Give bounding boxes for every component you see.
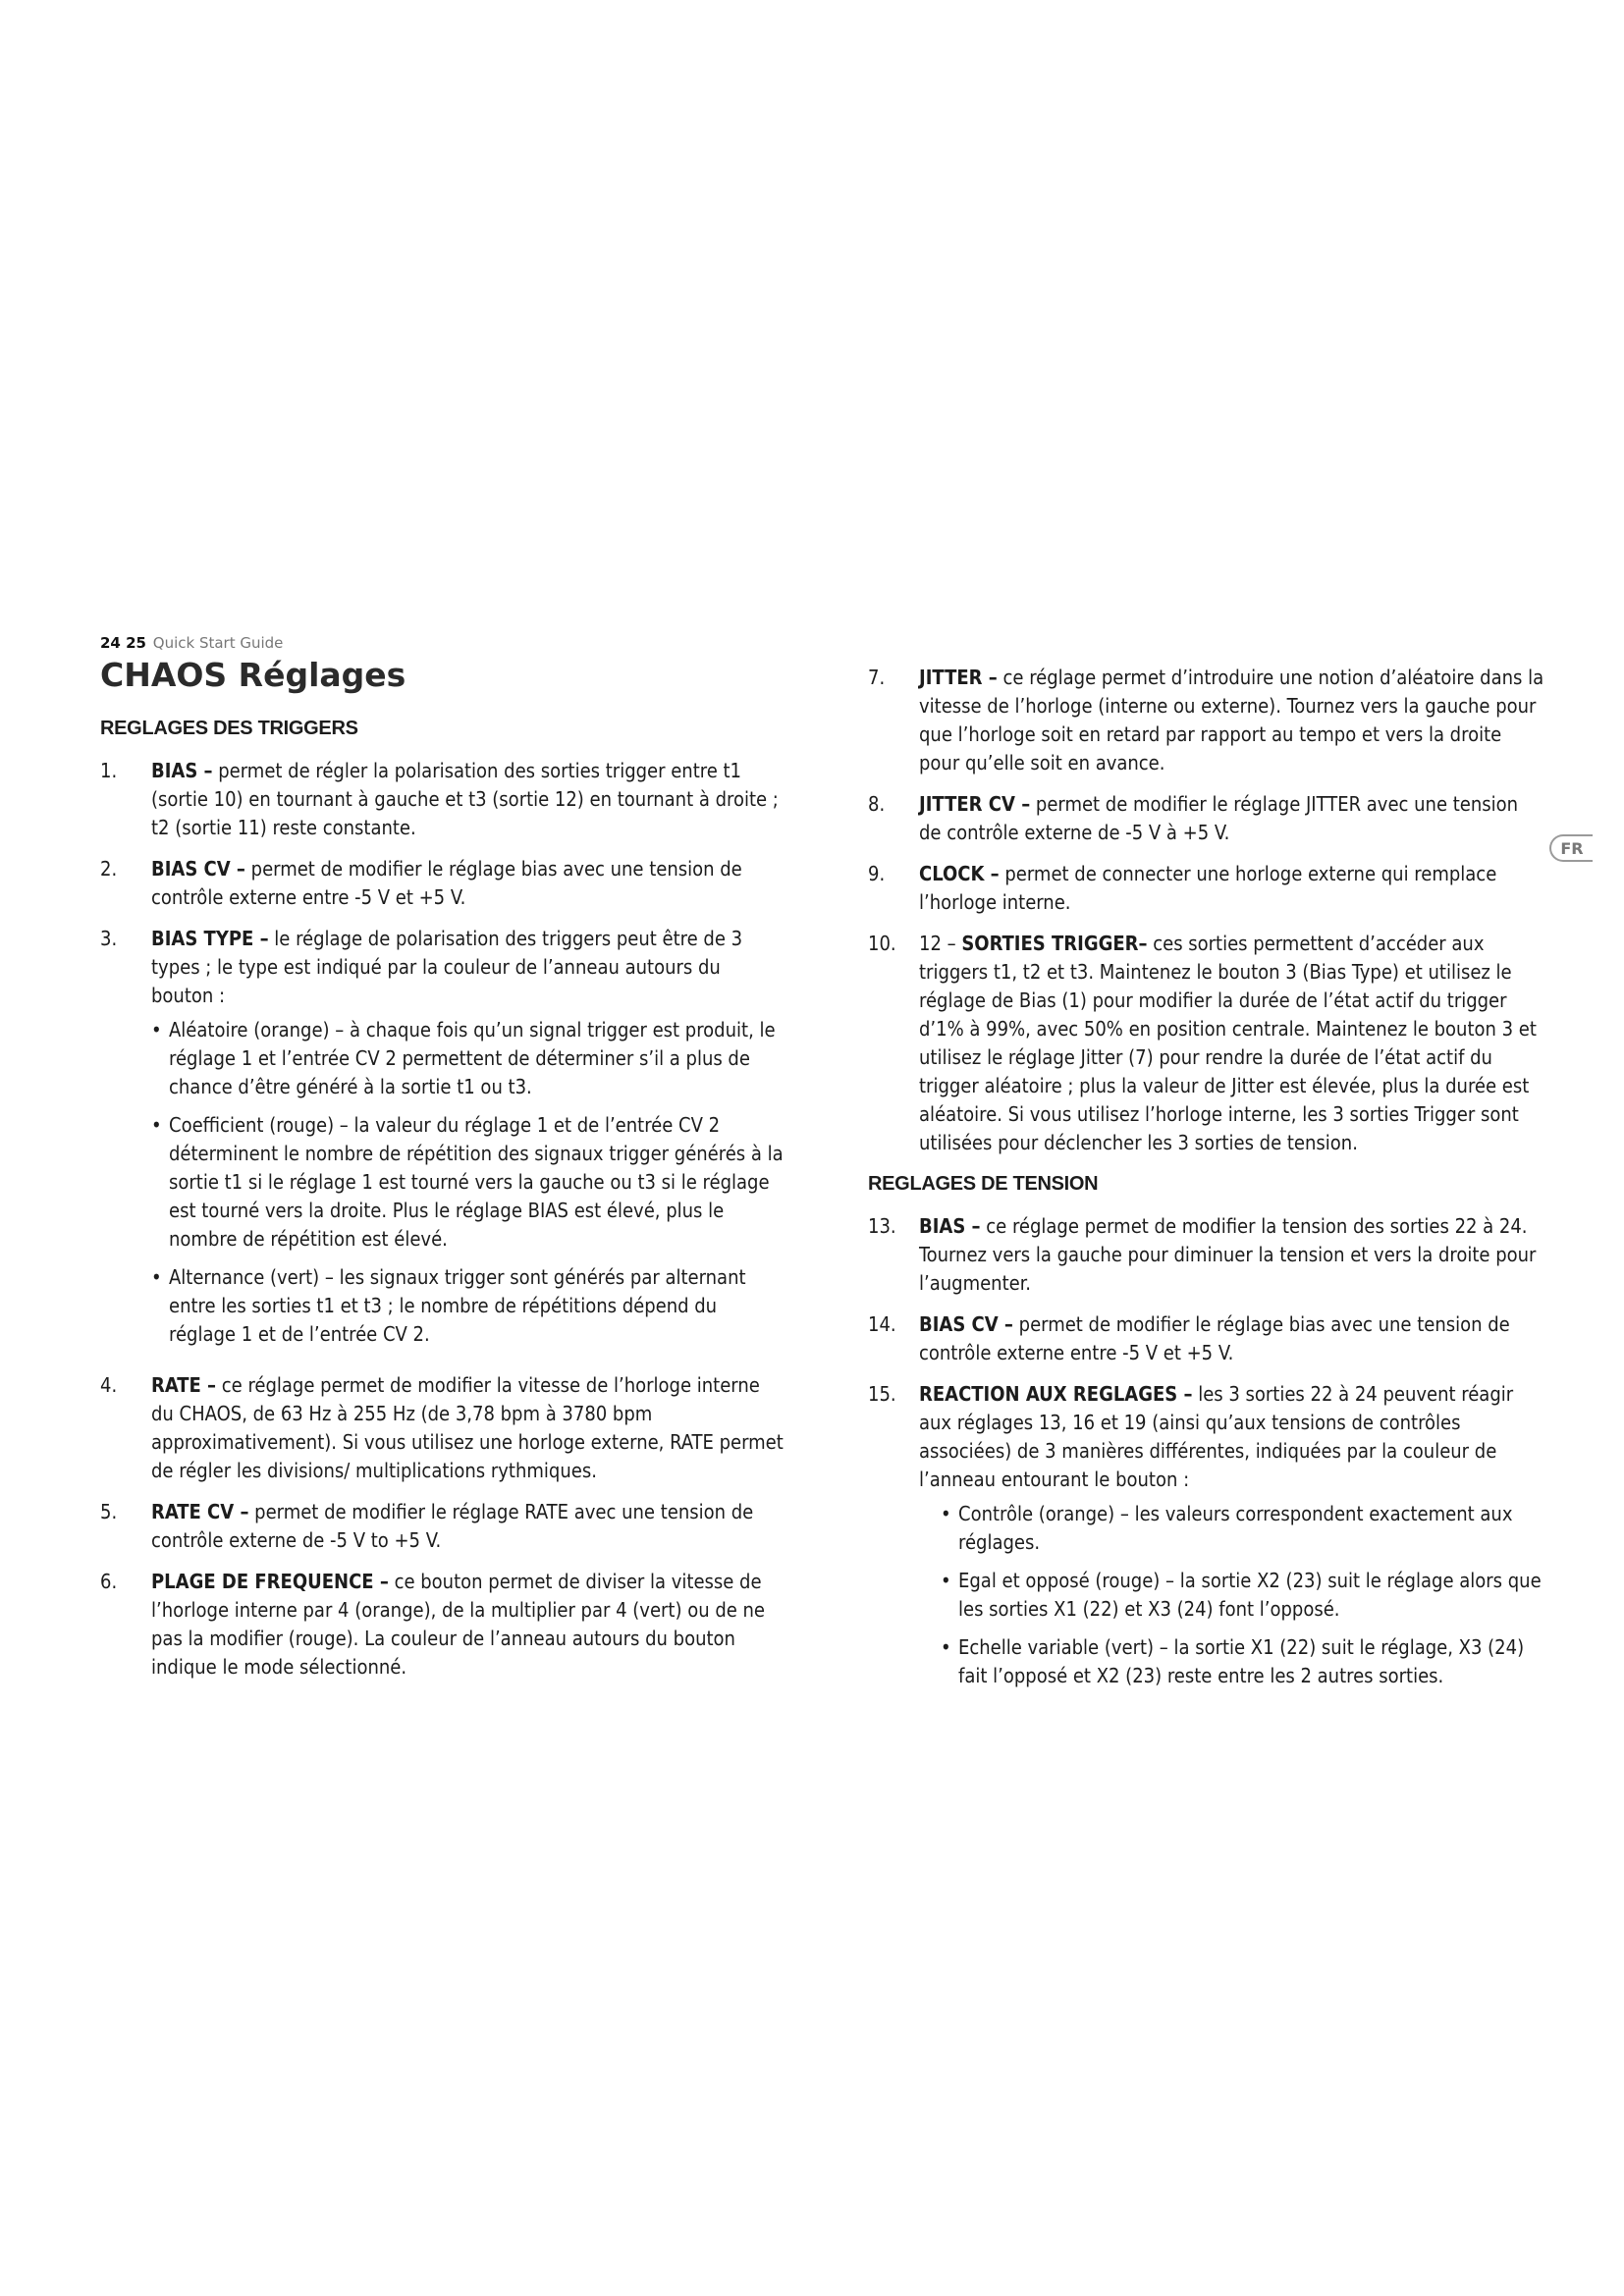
list-item — [100, 1568, 787, 1682]
item-term: BIAS – — [151, 759, 213, 782]
item-body — [151, 1371, 787, 1485]
item-text: permet de modifier le réglage bias avec une tension de contrôle externe entre -5 V et +5 V. — [919, 1312, 1510, 1364]
page-numbers: 24 25 — [100, 634, 146, 652]
left-column — [100, 715, 787, 1694]
language-badge: FR — [1549, 834, 1593, 862]
section-heading-tension: REGLAGES DE TENSION — [868, 1173, 1099, 1195]
item-term: JITTER – — [919, 666, 998, 689]
item-term: PLAGE DE FREQUENCE – — [151, 1570, 389, 1593]
item-body — [151, 757, 787, 842]
guide-label: Quick Start Guide — [152, 634, 284, 652]
item-text: ce réglage permet de modifier la tension des sorties 22 à 24. Tournez vers la gauche pour diminuer la tension et vers la droite pour l’augmenter. — [919, 1214, 1537, 1295]
item-text: les 3 sorties 22 à 24 peuvent réagir aux réglages 13, 16 et 19 (ainsi qu’aux tensions de contrôles associées) de 3 manières différentes, indiquées par la couleur de l’anneau entourant le bouton : — [919, 1382, 1514, 1491]
item-term: RATE CV – — [151, 1500, 249, 1523]
list-item — [100, 1371, 787, 1485]
item-number: 7. — [868, 666, 886, 689]
item-lead: 12 – — [919, 932, 962, 955]
list-item — [100, 757, 787, 842]
item-number: 13. — [868, 1214, 896, 1238]
item-body — [151, 1568, 787, 1682]
item-term: REACTION AUX REGLAGES – — [919, 1382, 1193, 1406]
item-number: 15. — [868, 1382, 896, 1406]
bullet-item: • Alternance (vert) – les signaux trigger sont générés par alternant entre les sorties t1 et t3 ; le nombre de répétitions dépend du réglage 1 et de l’entrée CV 2. — [100, 1263, 787, 1349]
list-item — [868, 1212, 1545, 1298]
item-term: RATE – — [151, 1373, 217, 1397]
list-item — [868, 930, 1545, 1157]
item-term: BIAS CV – — [151, 857, 245, 881]
item-number: 3. — [100, 927, 118, 950]
item-text: permet de modifier le réglage bias avec une tension de contrôle externe entre -5 V et +5 V. — [151, 857, 742, 909]
triggers-list-continued — [868, 664, 1545, 1157]
item-number: 14. — [868, 1312, 896, 1336]
item-number: 1. — [100, 759, 118, 782]
page-title: CHAOS Réglages — [100, 656, 406, 694]
tension-list — [868, 1212, 1545, 1700]
bullet-item: • Aléatoire (orange) – à chaque fois qu’un signal trigger est produit, le réglage 1 et l’entrée CV 2 permettent de déterminer s’il a plus de chance d’être généré à la sortie t1 ou t3. — [100, 1016, 787, 1101]
item-text: ces sorties permettent d’accéder aux triggers t1, t2 et t3. Maintenez le bouton 3 (Bias Type) et utilisez le réglage de Bias (1) pour modifier la durée de l’état actif du trigger d’1% à 99%, avec 50% en position centrale. Maintenez le bouton 3 et utilisez le réglage Jitter (7) pour rendre la durée de l’état actif du trigger aléatoire ; plus la valeur de Jitter est élevée, plus la durée est aléatoire. Si vous utilisez l’horloge interne, les 3 sorties Trigger sont utilisées pour déclencher les 3 sorties de tension. — [919, 932, 1537, 1154]
item-body — [919, 1212, 1545, 1298]
item-number: 2. — [100, 857, 118, 881]
page-header — [100, 634, 283, 652]
item-text: permet de régler la polarisation des sorties trigger entre t1 (sortie 10) en tournant à gauche et t3 (sortie 12) en tournant à droite ; t2 (sortie 11) reste constante. — [151, 759, 779, 839]
item-text: permet de modifier le réglage JITTER avec une tension de contrôle externe de -5 V à +5 V. — [919, 792, 1519, 844]
item-term: BIAS CV – — [919, 1312, 1013, 1336]
item-number: 8. — [868, 792, 886, 816]
list-item — [868, 790, 1545, 847]
item-body — [919, 790, 1545, 847]
triggers-list — [100, 757, 787, 1682]
list-item — [100, 1498, 787, 1555]
right-column — [868, 664, 1545, 1713]
bullet-list — [911, 1500, 1545, 1690]
item-number: 4. — [100, 1373, 118, 1397]
item-text: le réglage de polarisation des triggers peut être de 3 types ; le type est indiqué par la couleur de l’anneau autours du bouton : — [151, 927, 743, 1007]
bullet-item: • Egal et opposé (rouge) – la sortie X2 (23) suit le réglage alors que les sorties X1 (22) et X3 (24) font l’opposé. — [911, 1567, 1545, 1624]
item-text: permet de modifier le réglage RATE avec une tension de contrôle externe de -5 V to +5 V. — [151, 1500, 754, 1552]
item-number: 6. — [100, 1570, 118, 1593]
item-body — [919, 664, 1545, 777]
bullet-item: • Contrôle (orange) – les valeurs correspondent exactement aux réglages. — [911, 1500, 1545, 1557]
item-body — [151, 1498, 787, 1555]
item-body — [919, 1310, 1545, 1367]
item-term: BIAS TYPE – — [151, 927, 269, 950]
item-term: JITTER CV – — [919, 792, 1031, 816]
bullet-list — [100, 1016, 787, 1349]
section-heading-triggers: REGLAGES DES TRIGGERS — [100, 718, 358, 739]
bullet-item: • Coefficient (rouge) – la valeur du réglage 1 et de l’entrée CV 2 déterminent le nombre de répétition des signaux trigger générés à la sortie t1 si le réglage 1 est tourné vers la gauche ou t3 si le réglage est tourné vers la droite. Plus le réglage BIAS est élevé, plus le nombre de répétition est élevé. — [100, 1111, 787, 1254]
item-term: CLOCK – — [919, 862, 1000, 885]
list-item — [100, 925, 787, 1359]
item-number: 10. — [868, 932, 896, 955]
list-item — [868, 860, 1545, 917]
item-text: ce réglage permet de modifier la vitesse de l’horloge interne du CHAOS, de 63 Hz à 255 Hz (de 3,78 bpm à 3780 bpm approximativement). Si vous utilisez une horloge externe, RATE permet de régler les divisions/ multiplications rythmiques. — [151, 1373, 784, 1482]
item-number: 5. — [100, 1500, 118, 1523]
list-item — [868, 1380, 1545, 1700]
item-term: BIAS – — [919, 1214, 981, 1238]
item-body — [919, 1380, 1545, 1700]
list-item — [868, 664, 1545, 777]
list-item — [100, 855, 787, 912]
item-body — [151, 925, 787, 1359]
item-body — [919, 860, 1545, 917]
item-term: SORTIES TRIGGER– — [961, 932, 1148, 955]
item-body — [919, 930, 1545, 1157]
list-item — [868, 1310, 1545, 1367]
item-text: ce réglage permet d’introduire une notion d’aléatoire dans la vitesse de l’horloge (interne ou externe). Tournez vers la gauche pour que l’horloge soit en retard par rapport au tempo et vers la droite pour qu’elle soit en avance. — [919, 666, 1544, 774]
item-text: ce bouton permet de diviser la vitesse de l’horloge interne par 4 (orange), de la multiplier par 4 (vert) ou de ne pas la modifier (rouge). La couleur de l’anneau autours du bouton indique le mode sélectionné. — [151, 1570, 766, 1679]
item-number: 9. — [868, 862, 886, 885]
item-text: permet de connecter une horloge externe qui remplace l’horloge interne. — [919, 862, 1497, 914]
item-body — [151, 855, 787, 912]
bullet-item: • Echelle variable (vert) – la sortie X1 (22) suit le réglage, X3 (24) fait l’opposé et X2 (23) reste entre les 2 autres sorties. — [911, 1633, 1545, 1690]
